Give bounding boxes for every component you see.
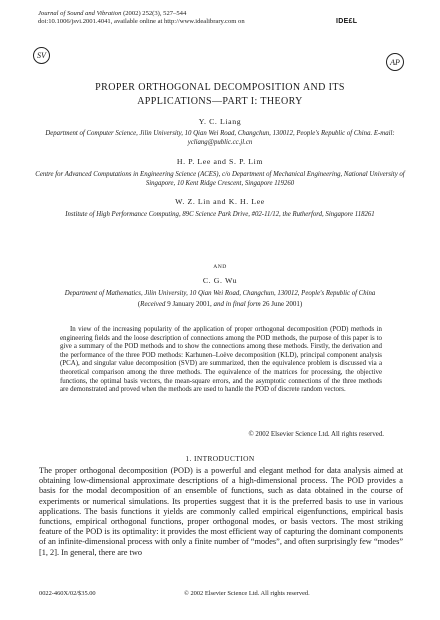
received-dates [0,300,440,308]
abstract-copyright: © 2002 Elsevier Science Ltd. All rights reserved. [248,431,384,438]
final-label: and in final form [213,300,261,308]
title-line-2: APPLICATIONS—PART I: THEORY [137,96,303,107]
final-date: 26 June 2001 [262,300,300,308]
author-3: W. Z. Lin and K. H. Lee [175,197,265,206]
author-2: H. P. Lee and S. P. Lim [176,157,264,166]
footer-issn: 0022-460X/02/$35.00 [39,590,96,597]
section-heading: 1. INTRODUCTION [185,454,255,463]
journal-citation: (2002) 252(3), 527–544 [123,10,187,17]
affiliation-1: Department of Computer Science, Jilin University, 10 Qian Wei Road, Changchun, 130012, People's Republic of China. E-mail: ycliang@public.cc.jl.cn [45,130,395,146]
received-label: Received [140,300,166,308]
received-close: ) [299,300,303,308]
received-date: 9 January 2001, [167,300,212,308]
sv-logo-icon: SV [33,47,50,64]
journal-header [38,10,245,26]
introduction-text: The proper orthogonal decomposition (POD) is a powerful and elegant method for data analysis aimed at obtaining low-dimensional approximate descriptions of a high-dimensional process. The POD provides a basis for the modal decomposition of an ensemble of functions, such as data obtained in the course of experiments or numerical simulations. Its properties suggest that it is the preferred basis to use in various applications. The basis functions it yields are commonly called empirical eigenfunctions, empirical basis functions, empirical orthogonal functions, proper orthogonal modes, or basis vectors. The most striking feature of the POD is its optimality: it provides the most efficient way of capturing the dominant components of an infinite-dimensional process with only a finite number of “modes”, and often surprisingly few “modes” [1, 2]. In general, there are two [39,466,403,557]
affiliation-3: Institute of High Performance Computing, 89C Science Park Drive, #02-11/12, the Rutherford, Singapore 118261 [65,211,375,218]
doi-line: doi:10.1006/jsvi.2001.4041, available online at http://www.idealibrary.com on [38,18,245,25]
journal-name: Journal of Sound and Vibration [38,10,122,17]
footer-copyright: © 2002 Elsevier Science Ltd. All rights reserved. [184,590,310,597]
received-open: ( [137,300,141,308]
affiliation-4: Department of Mathematics, Jilin University, 10 Qian Wei Road, Changchun, 130012, People's Republic of China [64,290,376,297]
author-4: C. G. Wu [202,276,238,285]
ideal-logo: IDE£L [336,18,358,25]
ap-logo-icon: AP [386,53,404,71]
title-line-1: PROPER ORTHOGONAL DECOMPOSITION AND ITS [95,82,345,93]
paper-title [44,81,396,109]
abstract: In view of the increasing popularity of the application of proper orthogonal decomposition (POD) methods in engineering fields and the loose description of connections among the POD methods, the purpose of this paper is to give a summary of the POD methods and to show the connections among these methods. Firstly, the derivation and the performance of the three POD methods: Karhunen–Loève decomposition (KLD), principal component analysis (PCA), and singular value decomposition (SVD) are summarized, then the equivalence problem is discussed via a theoretical comparison among the three methods. The equivalence of the matrices for processing, the objective functions, the optimal basis vectors, the mean-square errors, and the asymptotic connections of the three methods are demonstrated and proved when the methods are used to handle the POD of discrete random vectors. [60,326,382,394]
and-separator: AND [213,264,227,270]
author-1: Y. C. Liang [198,117,242,126]
affiliation-2: Centre for Advanced Computations in Engineering Science (ACES), c/o Department of Mechanical Engineering, National University of Singapore, 10 Kent Ridge Crescent, Singapore 119260 [35,171,405,187]
